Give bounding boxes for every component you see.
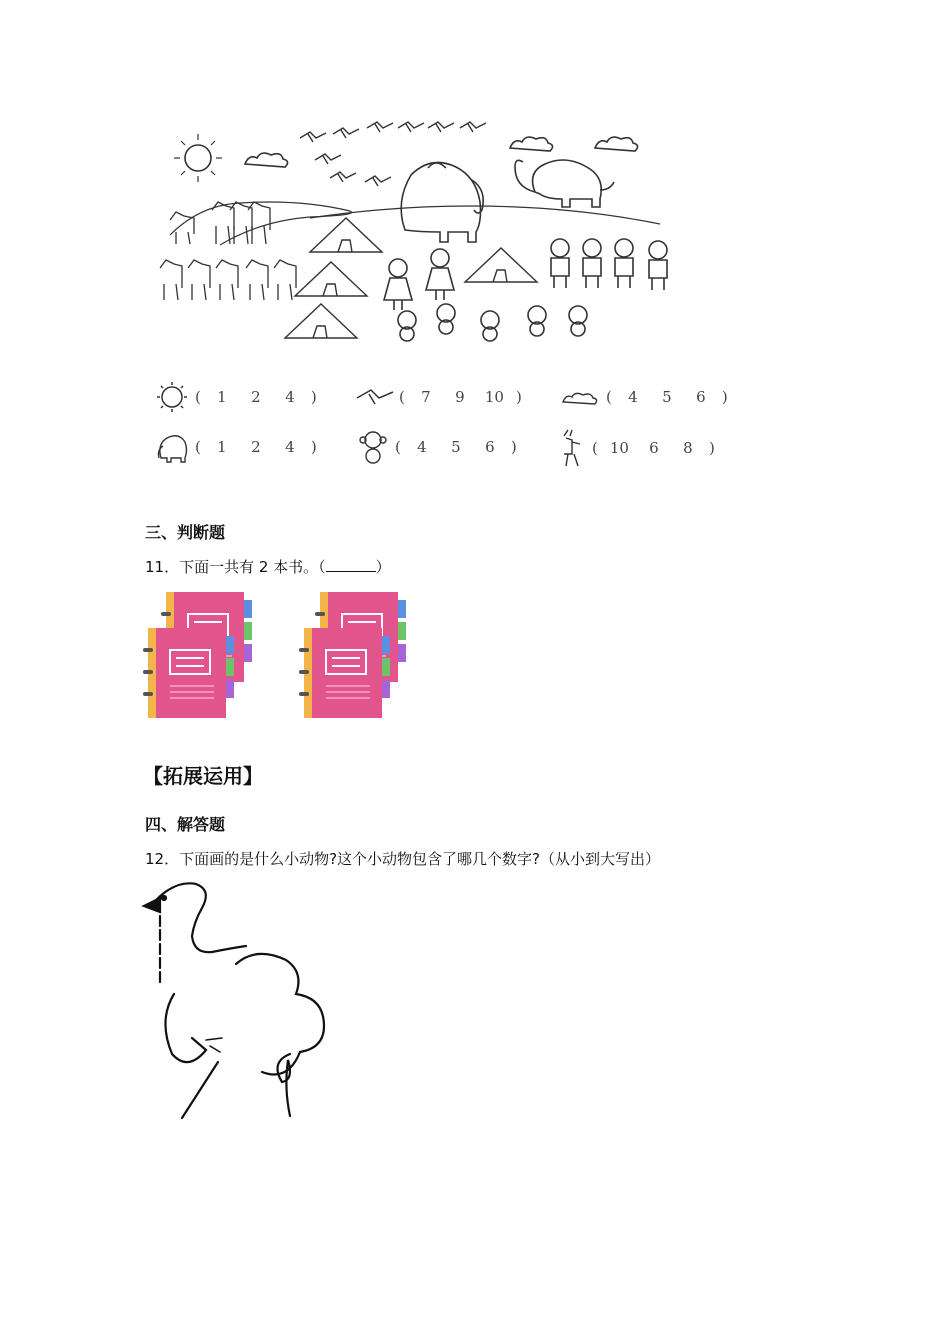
option[interactable]: 10 <box>609 439 629 457</box>
option[interactable]: 9 <box>455 388 465 406</box>
paren-open: ( <box>195 438 201 456</box>
option[interactable]: 4 <box>417 438 427 456</box>
cloud-icon <box>510 137 553 151</box>
paren-close: ) <box>510 438 517 456</box>
elephant-icon <box>401 163 483 243</box>
option[interactable]: 10 <box>484 388 504 406</box>
cloud-icon <box>245 153 288 167</box>
question-close: ） <box>375 558 391 576</box>
choice-deer <box>558 428 719 468</box>
option[interactable]: 8 <box>683 439 693 457</box>
option[interactable]: 5 <box>662 388 672 406</box>
book-pair-right <box>299 592 406 718</box>
option[interactable]: 2 <box>251 388 261 406</box>
paren-close: ) <box>310 438 317 456</box>
paren-close: ) <box>515 388 522 406</box>
question-text: 11．下面一共有 2 本书。（ <box>145 558 326 576</box>
paren-open: ( <box>592 439 598 457</box>
elephant-icon <box>153 428 191 466</box>
bird-icon <box>355 380 395 414</box>
bird-icon <box>300 122 486 186</box>
option[interactable]: 6 <box>485 438 495 456</box>
boy-icon <box>551 239 667 290</box>
monkey-icon <box>398 304 587 341</box>
option[interactable]: 7 <box>421 388 431 406</box>
option[interactable]: 4 <box>628 388 638 406</box>
option[interactable]: 2 <box>251 438 261 456</box>
option[interactable]: 1 <box>217 438 227 456</box>
paren-open: ( <box>395 438 401 456</box>
question-12: 12．下面画的是什么小动物?这个小动物包含了哪几个数字?（从小到大写出） <box>145 850 661 868</box>
paren-open: ( <box>606 388 612 406</box>
monkey-icon <box>355 428 391 466</box>
option[interactable]: 6 <box>696 388 706 406</box>
section-title: 三、判断题 <box>145 523 226 542</box>
choice-bird <box>355 380 526 414</box>
option[interactable]: 1 <box>217 388 227 406</box>
deer-icon <box>558 428 588 468</box>
deer-icon <box>160 202 296 300</box>
paren-close: ) <box>721 388 728 406</box>
paren-close: ) <box>708 439 715 457</box>
choice-elephant <box>153 428 321 466</box>
sun-icon <box>174 134 222 182</box>
option[interactable]: 4 <box>285 388 295 406</box>
choice-monkey <box>355 428 521 466</box>
book-pair-left <box>143 592 252 718</box>
choice-cloud <box>560 380 732 414</box>
cloud-icon <box>560 380 602 414</box>
question-11 <box>145 556 391 577</box>
elephant-icon <box>515 160 614 207</box>
option[interactable]: 5 <box>451 438 461 456</box>
choice-sun <box>153 380 321 414</box>
option[interactable]: 4 <box>285 438 295 456</box>
extension-title: 【拓展运用】 <box>143 764 263 788</box>
sun-icon <box>153 380 191 414</box>
section-title: 四、解答题 <box>145 815 226 834</box>
option[interactable]: 6 <box>649 439 659 457</box>
counting-scene <box>150 120 680 350</box>
books-illustration <box>140 588 410 723</box>
girl-icon <box>384 249 454 310</box>
paren-close: ) <box>310 388 317 406</box>
answer-blank[interactable] <box>326 557 376 572</box>
paren-open: ( <box>195 388 201 406</box>
ostrich-digits-drawing <box>140 876 360 1136</box>
paren-open: ( <box>399 388 405 406</box>
cloud-icon <box>595 137 638 151</box>
